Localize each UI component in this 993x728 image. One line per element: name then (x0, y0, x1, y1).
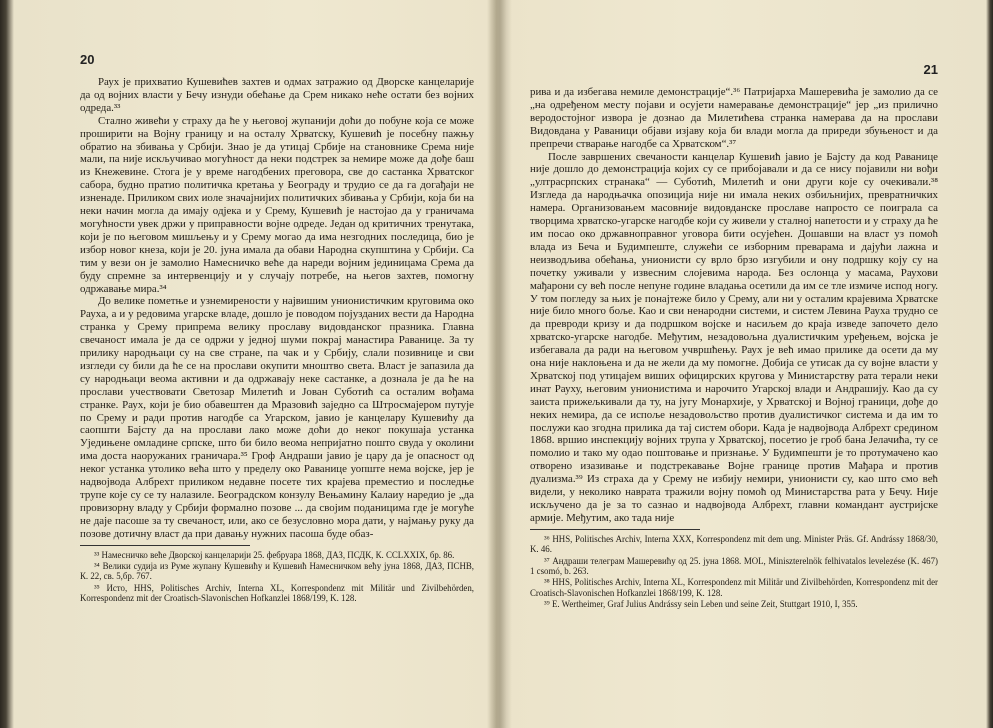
footnote: ³³ Намесничко веће Дворској канцеларији 25. фебруара 1868, ДАЗ, ПСДК, К. CCLXXIX, бр. 86. (94, 549, 455, 560)
footnotes (530, 534, 938, 610)
page-body (80, 76, 474, 541)
page-number: 21 (923, 62, 938, 77)
footnote: ³⁶ HHS, Politisches Archiv, Interna XXX, Korrespondenz mit dem ung. Minister Präs. Gf. Andrássy 1868/30, K. 46. (530, 533, 938, 555)
footnote: ³⁷ Андраши телеграм Машеревићу од 25. јуна 1868. MOL, Miniszterelnök felhivatalos levelezése (K. 467) 1 csomó, b. 263. (530, 555, 938, 577)
paragraph: рива и да избегава немиле демонстрације“.³⁶ Патријарха Машеревића је замолио да се „на одређеном месту појави и осујети намеравање демонстрације“ јер „из прилично веродостојног извора је дознао да Милетићева странка намерава да на прослави Видовдана у Раваници објави изјаву која би влади могла да приреди збуњеност и да препречи стварање нагодбе са Хрватском“.³⁷ (530, 86, 938, 150)
paragraph: После завршених свечаности канцелар Кушевић јавио је Бајсту да код Раванице није дошло до демонстрација којих су се прибојавали и да се нису појавили ни вођи „ултрасрпских странака“ — Суботић, Милетић и они други које су очекивали.³⁸ Изгледа да народњачка опозиција није ни имала неких озбиљнијих, превратничких намера. Организовањем масовније видовданске прославе напросто се поиграла са творцима хрватско-угарске нагодбе који су живели у сталној напетости и у страху да ће им посао око државноправног уговора бити осујећен. Дошавши на власт уз помоћ влада из Беча и Будимпеште, служећи се изборним преварама и дајући лажна и неизводљива обећања, унионисти су врло брзо изгубили и ону подршку коју су на почетку уживали у извесним слојевима народа. Без ослонца у масама, Раухови мађарони су већ после непуне године владања осетили да им се тле измиче испод ногу. У том погледу за њих је понајтеже било у Срему, али ни у осталим крајевима Хрватске није било много боље. Као и сви ненародни системи, и систем Левина Рауха трудно се да превроди кризу и да подршком војске и насиљем до краја изведе започето дело хрватско-угарске нагодбе. Међутим, незадовољна дуалистичким уређењем, војска је избегавала да ради на његовом учвршћењу. Раух је већ имао прилике да осети да му она није наклоњена и да не жели да му помогне. Добија се утисак да су војне власти у Хрватској под утицајем виших официрских кругова у Министарству рата терали неки инат Рауху, његовим унионистима и нарочито Угарској влади и Андрашију. Као да су заиста прижељкивали да ту, на југу Монархије, у Хрватској и Војној граници, дође до неких немира, да се испоље незадовољство против дуалистичког система и да им то послужи као згодна прилика да тај систем обори. Када је надвојвода Албрехт средином 1868. вршио инспекцију војних трупа у Хрватској, посетио је гроб бана Јелачића, ту се помолио и тако му одао поштовање и признање. У Будимпешти је то протумачено као отворено изазивање и подстрекавање Војне границе против Мађара и против дуализма.³⁹ Из страха да у Срему не избију немири, унионисти су, као што смо већ видели, у неколико наврата тражили војну помоћ од Министарства рата у Бечу. Није искључено да је за то сазнао и надвојвода Албрехт, главни командант аустријске армије. Међутим, ако тада није (530, 150, 938, 524)
right-page (500, 0, 978, 728)
page-number: 20 (80, 52, 95, 67)
footnote: ³⁴ Велики судија из Руме жупану Кушевићу и Кушевић Намесничком већу јуна 1868, ДАЗ, ПСНВ, К. 22, св. 5,бр. 767. (80, 561, 474, 582)
footnote: ³⁹ E. Wertheimer, Graf Julius Andrássy sein Leben und seine Zeit, Stuttgart 1910, I, 355. (544, 599, 858, 610)
footnote: ³⁵ Исто, HHS, Politisches Archiv, Interna XL, Korrespondenz mit Militär und Zivilbehörden, Korrespondenz mit der Croatisch-Slavonischen Hofkanzlei 1868/199, K. 128. (80, 582, 474, 604)
page-body (530, 86, 938, 525)
paragraph: Стално живећи у страху да ће у његовој жупанији доћи до побуне која се може проширити на Војну границу и на осталу Хрватску, Кушевић је посебну пажњу обратио на збивања у Србији. Знао је да утицај Србије на становнике Срема није мали, па није искључивао могућност да неки подстрек за немире може да дође баш из Кнежевине. Стога је у време нагодбених преговора, све до састанка Хрватског сабора, будно пратио политичка кретања у Београду и трудио се да га догађаји не изненаде. Приликом свих иоле значајнијих политичких збивања у Србији, која би на неки начин могла да имају одјека и у Срему, Кушевић је настојао да у граничама могућности увек држи у приправности војне одреде. Један од критичних тренутака, који је по његовом мишљењу и у Срему могао да има незгодних последица, био је избор новог кнеза, који је 20. јуна имала да обави Народна скупштина у Србији. Са тим у вези он је замолио Намесничко веће да нареди војним јединицама Срема да буду спремне за интервенцију и у случају потребе, на његов захтев, помогну одржавање мира.³⁴ (80, 114, 474, 295)
paragraph: До велике пометње и узнемирености у највишим унионистичким круговима око Рауха, а и у редовима угарске владе, дошло је поводом појузданих вести да Народна странка у Срему припрема велику прославу видовданског празника. Главна свечаност имала је да се одржи у једној шуми покрај манастира Раванице. За ту прилику народњаци су на све стране, па чак и у Србију, слали позивнице и сви изгледи су били да ће се на прослави окупити мноштво света. Власт је запазила да су народњаци веома активни и да одржавају неке састанке, а дознала је да ће на прослави учествовати Светозар Милетић и Јован Суботић са осталим вођама странке. Раух, који је био обавештен да Мразовић заједно са Штросмајером путује по Срему и ради против нагодбе са Угарском, јавио је канцелару Кушевићу да саопшти Бајсту да на прослави лако може доћи до неког покушаја устанка Уједињене омладине српске, што би било веома непријатно пошто свуда у околини има доста наоружаних граничара.³⁵ Гроф Андраши јавио је цару да је опасност од неког устанка утолико већа што у пределу око Раванице уопште нема војске, јер је надвојвода Албрехт приликом недавне посете тих крајева преместио и последње трупе које су се ту налазиле. Београдском конзулу Вењамину Калаиу наредио је „да провизорну владу у Србији формално позове ... да својим поданицима где је могуће не даје пасоше за ту свечаност, или, ако се безусловно мора дати, у најмању руку да позове дотичну власт да при давању нужних пасоша буде обаз- (80, 295, 474, 540)
footnote-divider (80, 545, 250, 546)
paragraph: Раух је прихватио Кушевићев захтев и одмах затражио од Дворске канцеларије да од војних власти у Бечу изнуди обећање да Срем никако неће остати без војних одреда.³³ (80, 76, 474, 114)
footnote: ³⁸ HHS, Politisches Archiv, Interna XL, Korrespondenz mit Militär und Zivilbehörden, Korrespondenz mit der Croatisch-Slavonischen Hofkanzlei 1868/199, K. 128. (530, 577, 938, 598)
left-page (14, 0, 496, 728)
footnote-divider (530, 529, 700, 530)
footnotes (80, 550, 474, 604)
